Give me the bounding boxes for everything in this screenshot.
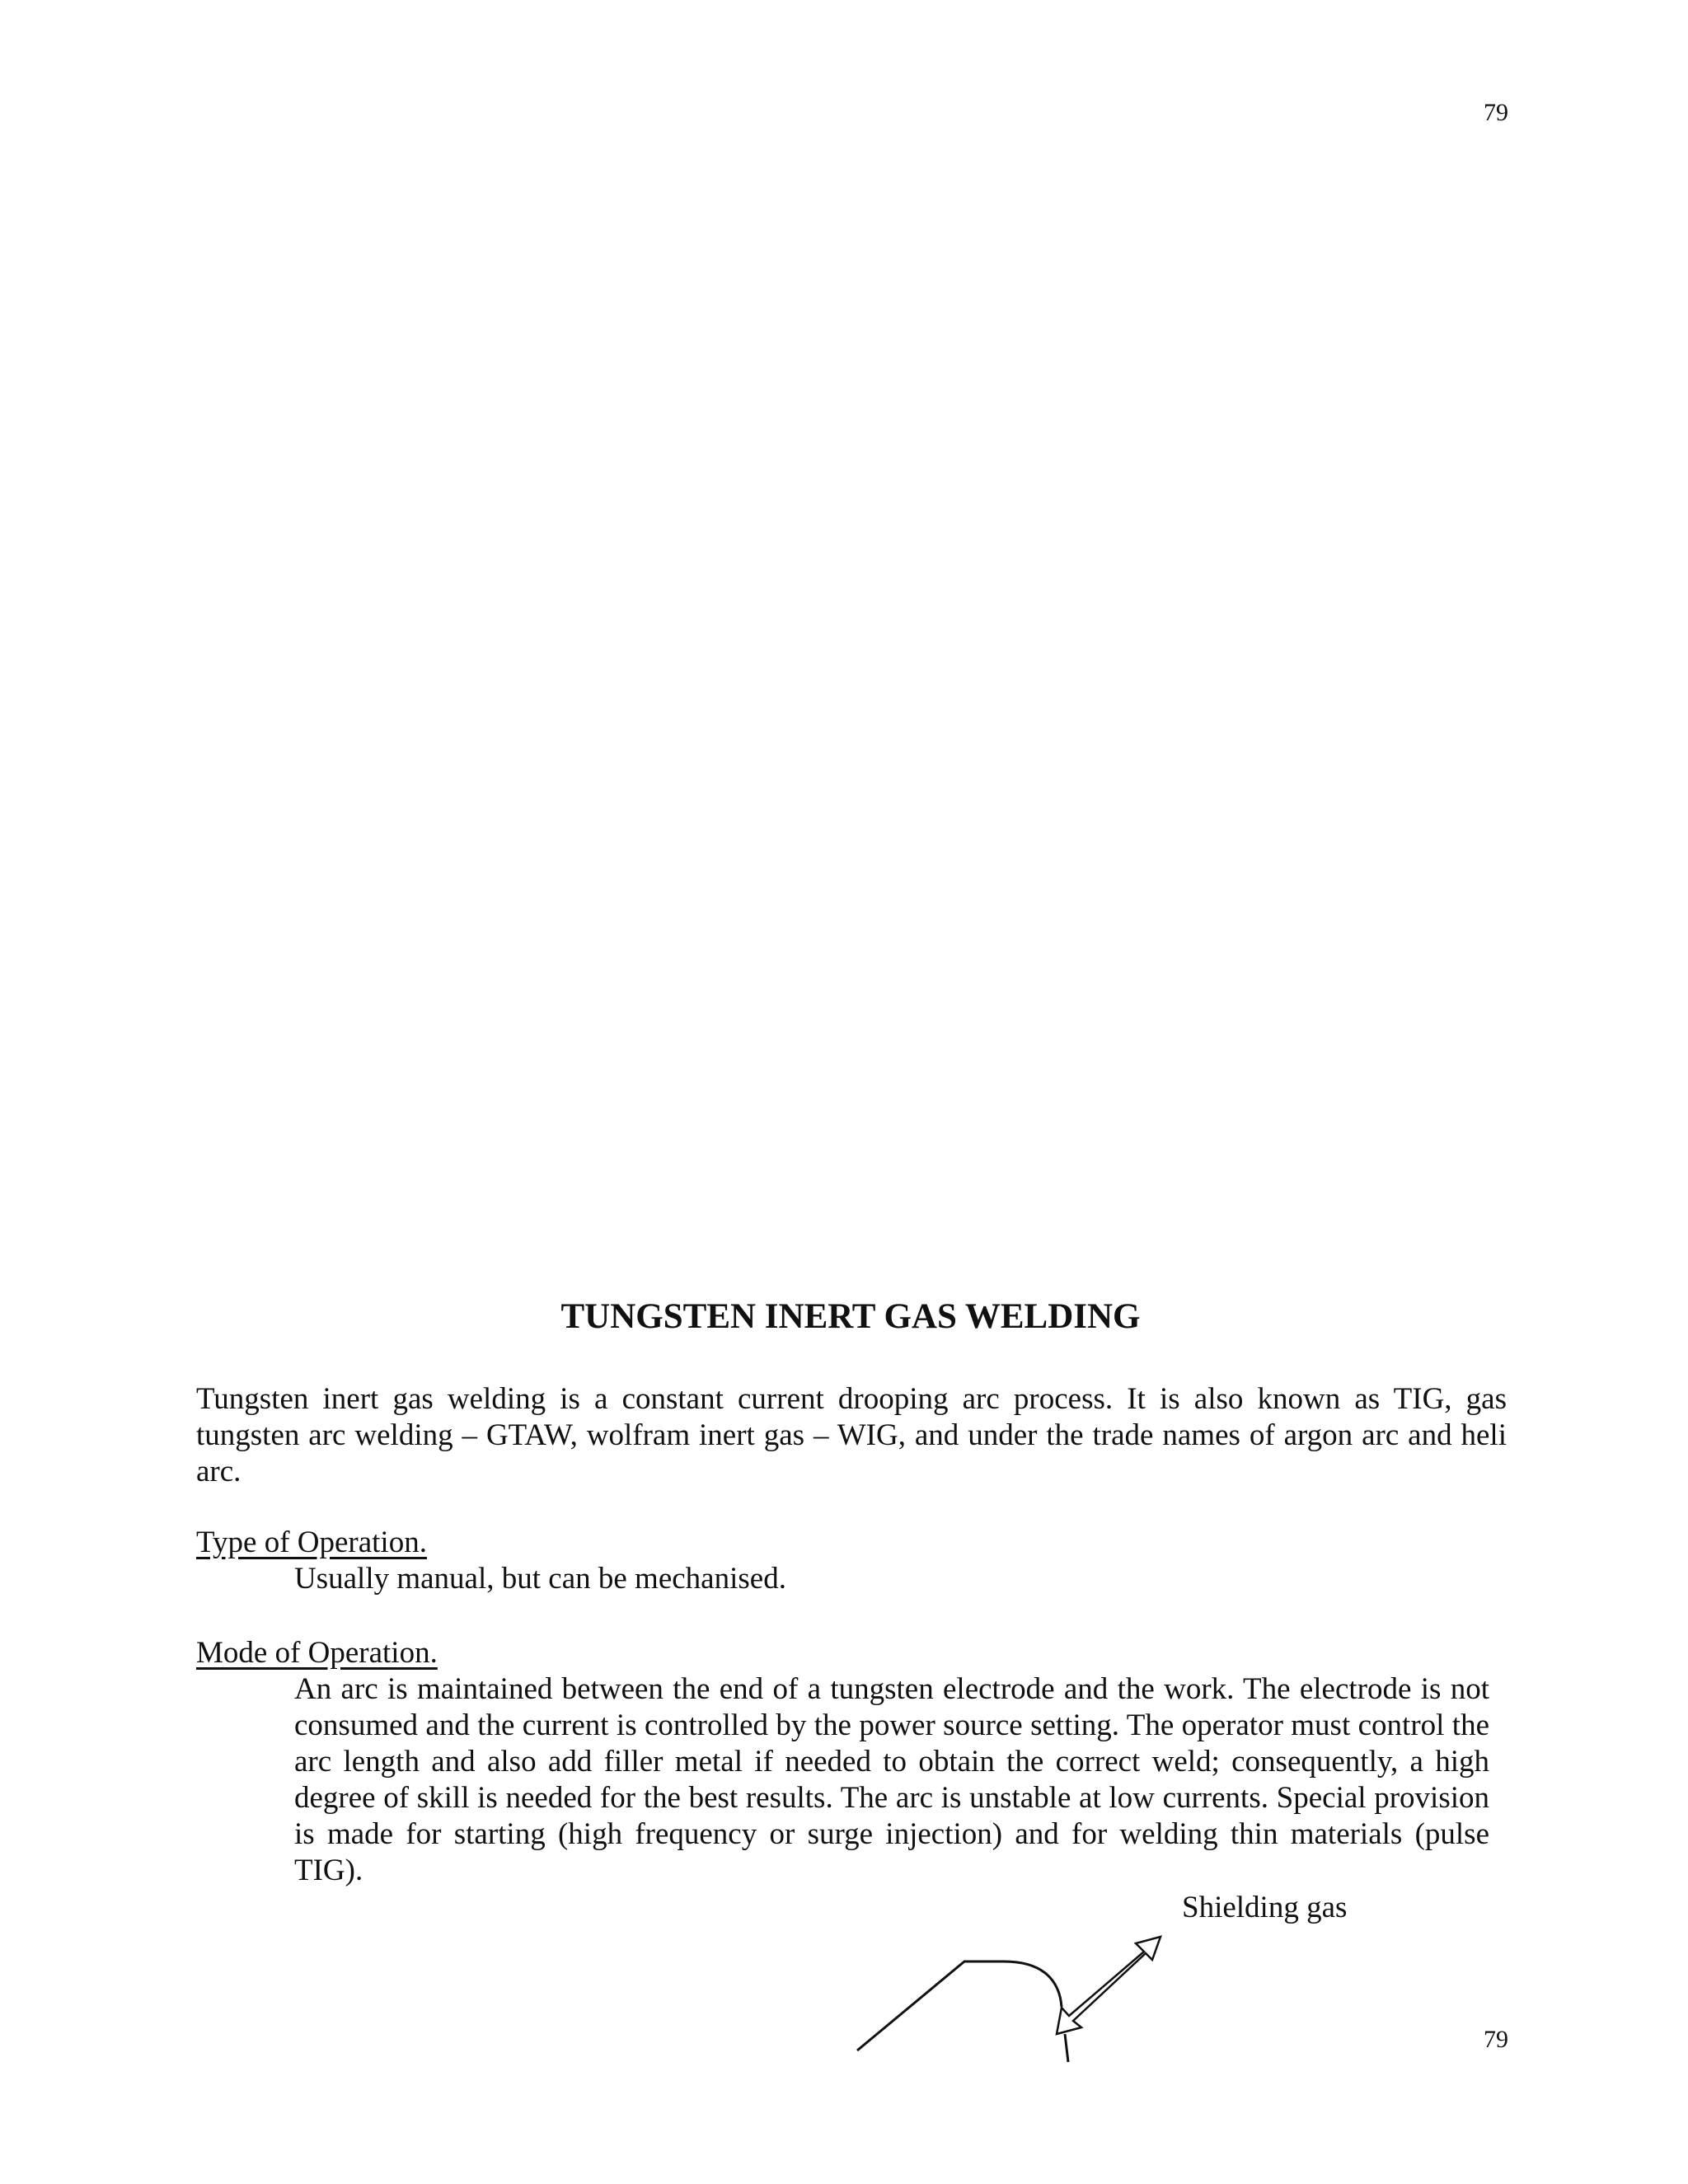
electrode-line — [1065, 2034, 1068, 2062]
mode-of-operation-heading: Mode of Operation. — [196, 1636, 438, 1670]
page-title: TUNGSTEN INERT GAS WELDING — [560, 1297, 1141, 1336]
torch-outline — [857, 1961, 1062, 2050]
mode-of-operation-text: An arc is maintained between the end of a tungsten electrode and the work. The electrode is not consumed and the current is controlled by the power source setting. The operator must control the arc length and also add filler metal if needed to obtain the correct weld; consequently, a high degree of skill is needed for the best results. The arc is unstable at low currents. Special provision is made for starting (high frequency or surge injection) and for welding thin materials (pulse TIG). — [294, 1672, 1489, 1887]
page-number-top: 79 — [1484, 99, 1508, 126]
type-of-operation-text: Usually manual, but can be mechanised. — [294, 1562, 786, 1596]
shielding-gas-arrow-icon — [1057, 1937, 1160, 2034]
intro-paragraph: Tungsten inert gas welding is a constant current drooping arc process. It is also known as TIG, gas tungsten arc welding – GTAW, wolfram inert gas – WIG, and under the trade names of argon arc and heli arc. — [196, 1382, 1507, 1488]
shielding-gas-label: Shielding gas — [1182, 1891, 1348, 1924]
type-of-operation-heading: Type of Operation. — [196, 1526, 427, 1559]
tig-torch-diagram — [841, 1929, 1187, 2077]
page-number-bottom: 79 — [1484, 2026, 1508, 2053]
